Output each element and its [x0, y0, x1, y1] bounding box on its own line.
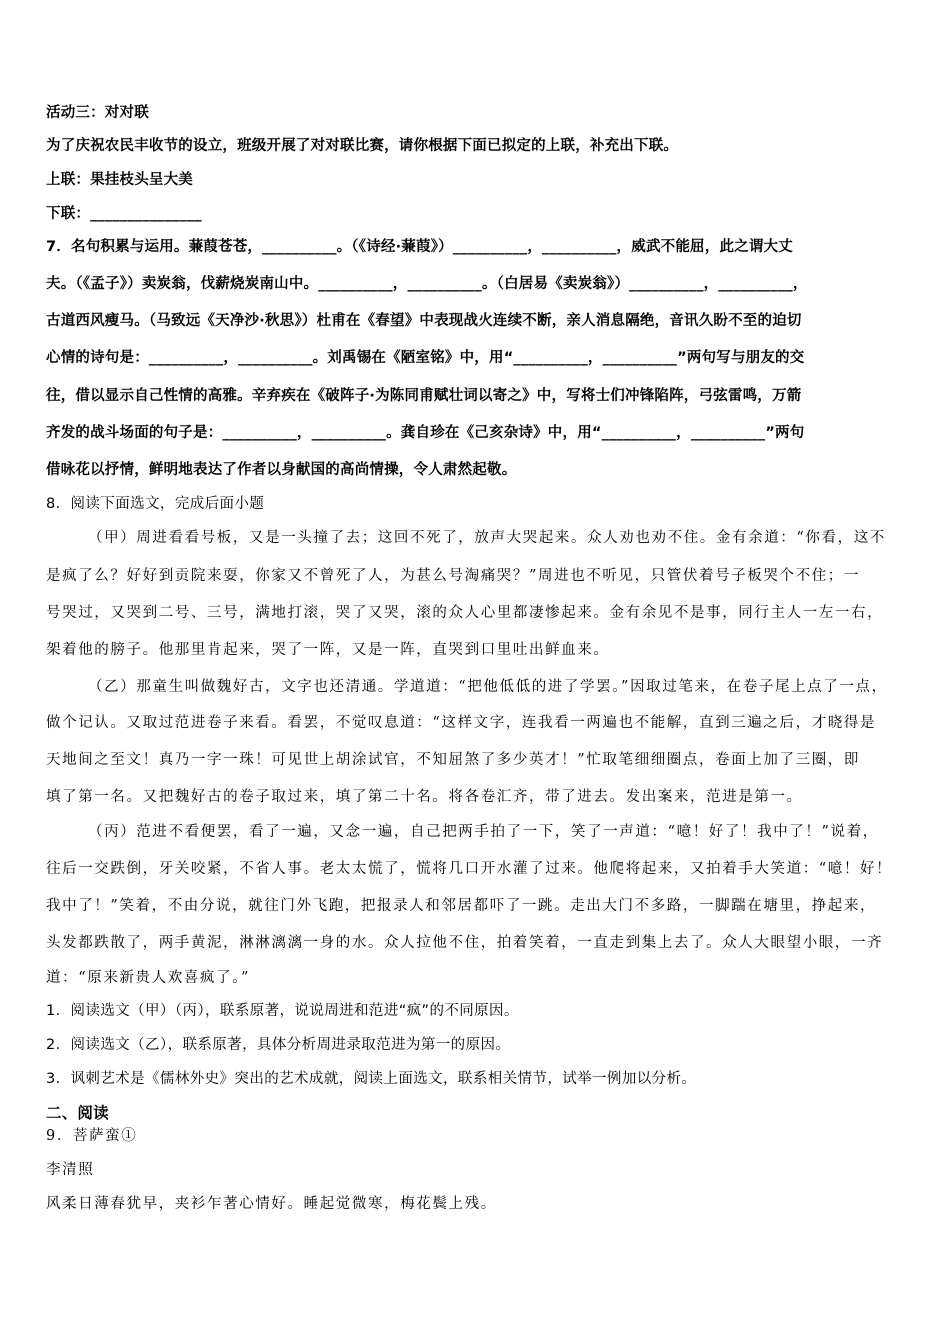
passage-line: （甲）周进看看号板，又是一头撞了去；这回不死了，放声大哭起来。众人劝也劝不住。金有余道：“你看，这不 [88, 530, 886, 546]
activity3-instruction: 为了庆祝农民丰收节的设立，班级开展了对对联比赛，请你根据下面已拟定的上联，补充出下联。 [46, 138, 679, 154]
activity3-title: 活动三：对对联 [46, 105, 149, 121]
q7-line: 夫。（《孟子》）卖炭翁，伐薪烧炭南山中。__________，__________。（白居易《卖炭翁》）__________，__________， [46, 276, 808, 292]
passage-line: 我中了！”笑着，不由分说，就往门外飞跑，把报录人和邻居都吓了一跳。走出大门不多路，一脚踹在塘里，挣起来， [46, 898, 877, 914]
q9-poem-line: 风柔日薄春犹早，夹衫乍著心情好。睡起觉微寒，梅花鬓上残。 [46, 1196, 497, 1212]
q7-line: 往，借以显示自己性情的高雅。辛弃疾在《破阵子·为陈同甫赋壮词以寄之》中，写将士们冲锋陷阵，弓弦雷鸣，万箭 [46, 388, 802, 404]
passage-line: 天地间之至文！真乃一字一珠！可见世上胡涂试官，不知屈煞了多少英才！”忙取笔细细圈点，卷面上加了三圈，即 [46, 752, 861, 768]
passage-line: 填了第一名。又把魏好古的卷子取过来，填了第二十名。将各卷汇齐，带了进去。发出案来，范进是第一。 [46, 789, 803, 805]
subquestion: 1．阅读选文（甲）（丙），联系原著，说说周进和范进“疯”的不同原因。 [46, 1003, 519, 1019]
passage-line: （丙）范进不看便罢，看了一遍，又念一遍，自己把两手拍了一下，笑了一声道：“噫！好了！我中了！”说着， [88, 824, 879, 840]
passage-line: 头发都跌散了，两手黄泥，淋淋漓漓一身的水。众人拉他不住，拍着笑着，一直走到集上去了。众人大眼望小眼，一齐 [46, 935, 884, 951]
q7-line: 心情的诗句是：__________，__________。刘禹锡在《陋室铭》中，用“__________，__________”两句写与朋友的交 [46, 350, 805, 366]
q7-line: 借咏花以抒情，鲜明地表达了作者以身献国的高尚情操，令人肃然起敬。 [46, 462, 517, 478]
passage-line: 道：“原来新贵人欢喜疯了。” [46, 970, 250, 986]
passage-line: 号哭过，又哭到二号、三号，满地打滚，哭了又哭，滚的众人心里都凄惨起来。金有余见不是事，同行主人一左一右， [46, 605, 884, 621]
subquestion: 3．讽刺艺术是《儒林外史》突出的艺术成就，阅读上面选文，联系相关情节，试举一例加以分析。 [46, 1071, 697, 1087]
q7-line: 古道西风瘦马。（马致远《天净沙·秋思》）杜甫在《春望》中表现战火连续不断，亲人消息隔绝，音讯久盼不至的迫切 [46, 313, 802, 329]
q7-line: 7．名句积累与运用。蒹葭苍苍，__________。（《诗经·蒹葭》）__________，__________，威武不能屈，此之谓大丈 [46, 239, 793, 255]
passage-line: 往后一交跌倒，牙关咬紧，不省人事。老太太慌了，慌将几口开水灌了过来。他爬将起来，又拍着手大笑道：“噫！好！ [46, 861, 893, 877]
passage-line: 架着他的膀子。他那里肯起来，哭了一阵，又是一阵，直哭到口里吐出鲜血来。 [46, 642, 610, 658]
q9-author: 李清照 [46, 1162, 95, 1178]
q7-line: 齐发的战斗场面的句子是：__________，__________。龚自珍在《己亥杂诗》中，用“__________，__________”两句 [46, 425, 805, 441]
activity3-upper-couplet: 上联：果挂枝头呈大美 [46, 172, 193, 188]
section-2-title: 二、阅读 [46, 1104, 109, 1122]
q9-title: 9．菩萨蛮① [46, 1128, 138, 1144]
q8-title: 8．阅读下面选文，完成后面小题 [46, 496, 265, 512]
passage-line: 是疯了么？好好到贡院来耍，你家又不曾死了人，为甚么号淘痛哭？”周进也不听见，只管伏着号子板哭个不住；一 [46, 568, 861, 584]
activity3-lower-couplet: 下联：_______________ [46, 206, 202, 222]
passage-line: 做个记认。又取过范进卷子来看。看罢，不觉叹息道：“这样文字，连我看一两遍也不能解，直到三遍之后，才晓得是 [46, 715, 877, 731]
subquestion: 2．阅读选文（乙），联系原著，具体分析周进录取范进为第一的原因。 [46, 1037, 511, 1053]
passage-line: （乙）那童生叫做魏好古，文字也还清通。学道道：“把他低低的进了学罢。”因取过笔来，在卷子尾上点了一点， [88, 679, 888, 695]
